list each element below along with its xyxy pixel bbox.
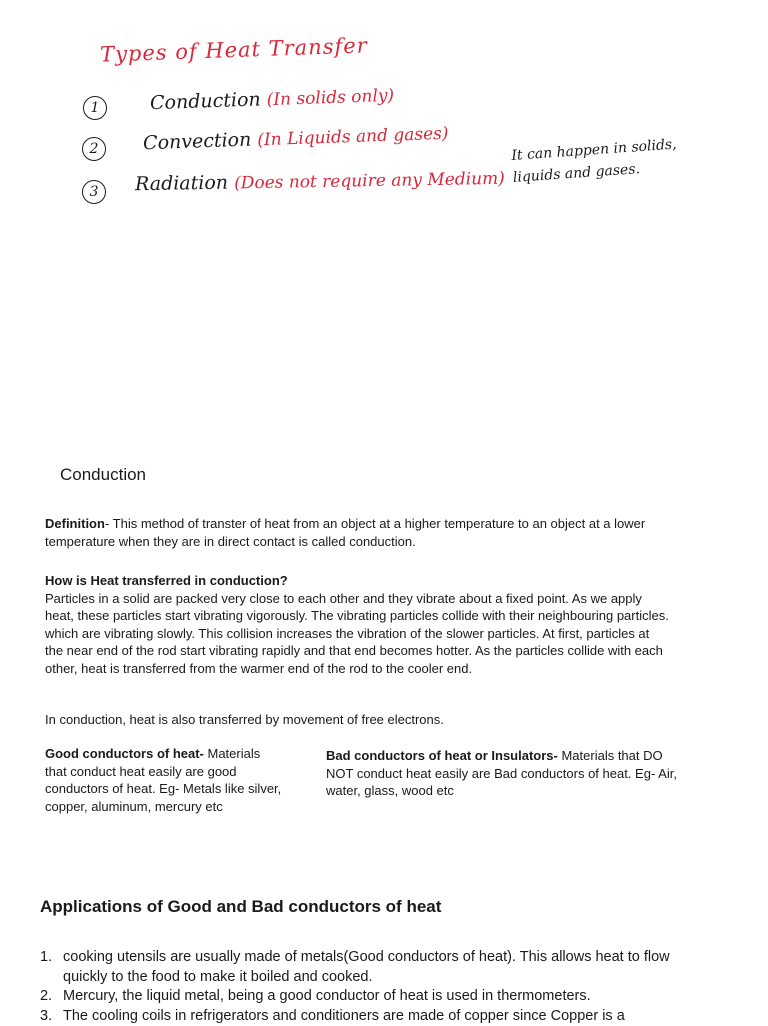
item-note: (In Liquids and gases) (257, 124, 449, 151)
list-item-text: cooking utensils are usually made of metals(Good conductors of heat). This allows heat to flow quickly to the food to make it boiled and cooked. (63, 949, 670, 985)
handwritten-item (135, 167, 505, 195)
how-heading: How is Heat transferred in conduction? (45, 573, 288, 588)
good-conductors-label: Good conductors of heat- (45, 746, 204, 761)
item-label: Conduction (150, 88, 261, 114)
handwritten-title: Types of Heat Transfer (100, 33, 368, 66)
bad-conductors-text: Materials that DO NOT conduct heat easily are Bad conductors of heat. Eg- Air, water, glass, wood etc (326, 748, 677, 798)
handwritten-item (150, 84, 395, 115)
free-electrons-paragraph: In conduction, heat is also transferred by movement of free electrons. (45, 711, 670, 729)
item-number-circle: 3 (82, 180, 106, 204)
list-index: 3. (40, 1007, 52, 1026)
list-index: 1. (40, 948, 52, 968)
item-number-circle: 1 (83, 96, 107, 120)
list-item (40, 1007, 680, 1026)
list-item-text: Mercury, the liquid metal, being a good conductor of heat is used in thermometers. (63, 988, 591, 1004)
bad-conductors-label: Bad conductors of heat or Insulators- (326, 748, 558, 763)
definition-label: Definition (45, 516, 105, 531)
list-item (40, 948, 680, 987)
list-item (40, 987, 680, 1007)
section-title: Conduction (60, 465, 146, 485)
handwritten-side-note: It can happen in solids, liquids and gases. (511, 131, 714, 189)
list-index: 2. (40, 987, 52, 1007)
handwritten-item (143, 122, 449, 155)
good-conductors-text: Materials that conduct heat easily are good conductors of heat. Eg- Metals like silver, copper, aluminum, mercury etc (45, 746, 281, 814)
applications-list (40, 948, 680, 1026)
good-conductors-column (45, 745, 285, 815)
applications-heading: Applications of Good and Bad conductors of heat (40, 897, 441, 917)
how-paragraph (45, 572, 670, 677)
item-label: Convection (143, 129, 252, 155)
list-item-text: The cooling coils in refrigerators and conditioners are made of copper since Copper is a (63, 1008, 625, 1024)
item-label: Radiation (135, 172, 228, 196)
bad-conductors-column (326, 747, 686, 800)
definition-text: - This method of transter of heat from an object at a higher temperature to an object at a lower temperature when they are in direct contact is called conduction. (45, 516, 645, 549)
how-text: Particles in a solid are packed very close to each other and they vibrate about a fixed point. As we apply heat, these particles start vibrating vigorously. The vibrating particles collide with their neighbouring particles. which are vibrating slowly. This collision increases the vibration of the slower particles. At first, particles at the near end of the rod start vibrating rapidly and that end becomes hotter. As the particles collide with each other, heat is transferred from the warmer end of the rod to the cooler end. (45, 590, 670, 678)
item-note: (Does not require any Medium) (234, 169, 505, 194)
definition-paragraph (45, 515, 670, 550)
item-number-circle: 2 (82, 137, 106, 161)
item-note: (In solids only) (266, 86, 394, 110)
